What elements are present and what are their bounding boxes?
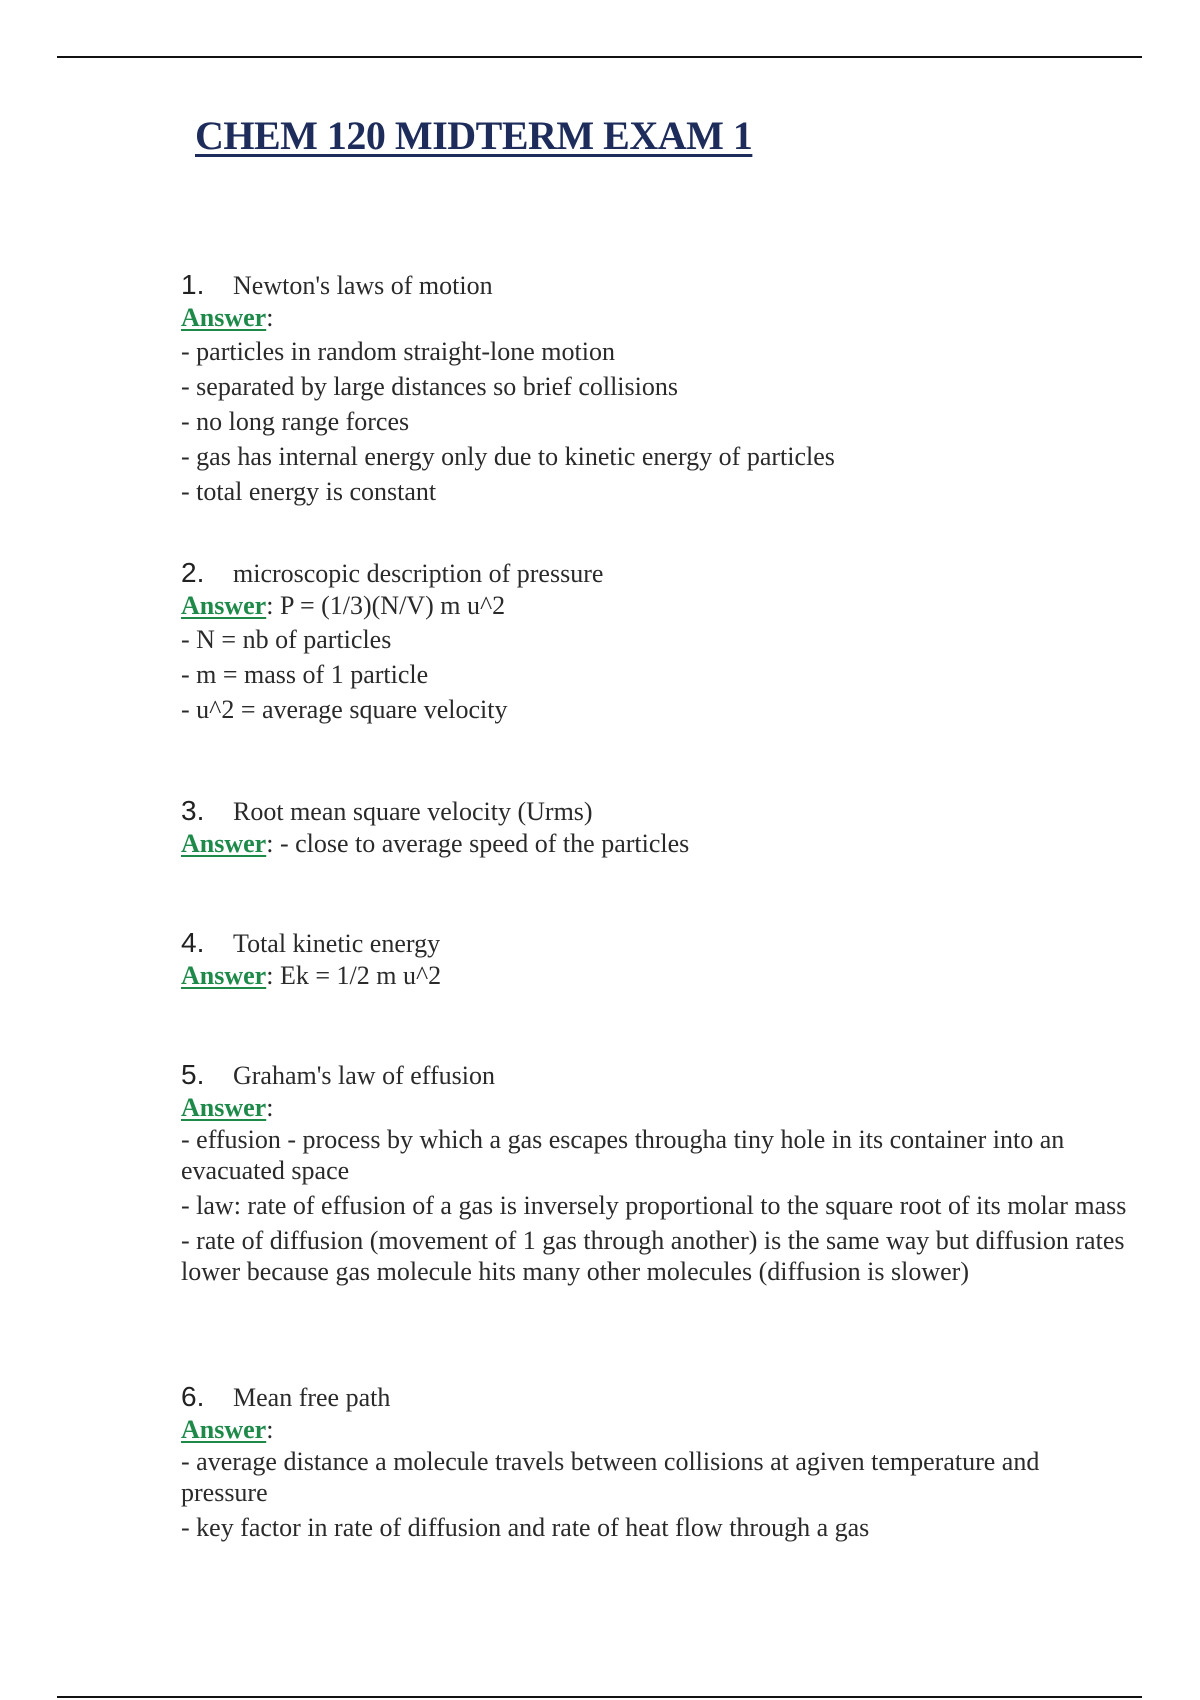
answer-bullet: - N = nb of particles [181,625,392,654]
question-number: 4. [181,927,205,958]
answer-label: Answer [181,1415,267,1444]
question-text: microscopic description of pressure [233,559,604,588]
answer-bullets [181,1446,1131,1543]
question-number: 5. [181,1059,205,1090]
page-title: CHEM 120 MIDTERM EXAM 1 [195,113,753,158]
question-heading [181,556,1131,590]
question-6 [181,1380,1131,1547]
answer-bullets [181,622,1131,727]
question-text: Total kinetic energy [233,929,441,958]
answer-line: Answer: [181,303,274,332]
question-text: Root mean square velocity (Urms) [233,797,593,826]
answer-line: Answer: P = (1/3)(N/V) m u^2 [181,591,506,620]
question-number: 2. [181,557,205,588]
question-1 [181,268,1131,509]
question-heading [181,268,1131,302]
question-number: 3. [181,795,205,826]
question-text: Graham's law of effusion [233,1061,495,1090]
question-5 [181,1058,1131,1291]
answer-bullet: - total energy is constant [181,477,437,506]
question-text: Newton's laws of motion [233,271,493,300]
answer-inline: P = (1/3)(N/V) m u^2 [273,591,506,620]
answer-inline: - close to average speed of the particles [273,829,690,858]
answer-bullets [181,1124,1131,1287]
answer-bullet: - no long range forces [181,407,410,436]
answer-line: Answer: Ek = 1/2 m u^2 [181,961,442,990]
answer-label: Answer [181,303,267,332]
answer-line: Answer: [181,1415,274,1444]
question-heading [181,1058,1131,1092]
top-rule [57,56,1142,58]
answer-label: Answer [181,961,267,990]
answer-bullet: - rate of diffusion (movement of 1 gas through another) is the same way but diffusion rates lower because gas molecule hits many other molecules (diffusion is slower) [181,1226,1125,1286]
answer-line: Answer: [181,1093,274,1122]
question-2 [181,556,1131,727]
answer-bullet: - u^2 = average square velocity [181,695,508,724]
answer-bullet: - average distance a molecule travels between collisions at agiven temperature and pressure [181,1447,1040,1507]
answer-bullet: - key factor in rate of diffusion and rate of heat flow through a gas [181,1513,870,1542]
question-text: Mean free path [233,1383,391,1412]
answer-bullets [181,334,1131,509]
question-number: 1. [181,269,205,300]
question-3 [181,794,1131,860]
answer-bullet: - particles in random straight-lone motion [181,337,615,366]
question-number: 6. [181,1381,205,1412]
bottom-rule [57,1696,1142,1698]
question-heading [181,926,1131,960]
question-heading [181,794,1131,828]
answer-label: Answer [181,591,267,620]
answer-label: Answer [181,1093,267,1122]
answer-bullet: - m = mass of 1 particle [181,660,429,689]
answer-bullet: - separated by large distances so brief collisions [181,372,678,401]
answer-bullet: - effusion - process by which a gas escapes througha tiny hole in its container into an evacuated space [181,1125,1065,1185]
answer-label: Answer [181,829,267,858]
answer-bullet: - gas has internal energy only due to kinetic energy of particles [181,442,835,471]
answer-inline: Ek = 1/2 m u^2 [273,961,442,990]
answer-bullet: - law: rate of effusion of a gas is inversely proportional to the square root of its molar mass [181,1191,1127,1220]
answer-line: Answer: - close to average speed of the particles [181,829,690,858]
question-heading [181,1380,1131,1414]
question-4 [181,926,1131,992]
